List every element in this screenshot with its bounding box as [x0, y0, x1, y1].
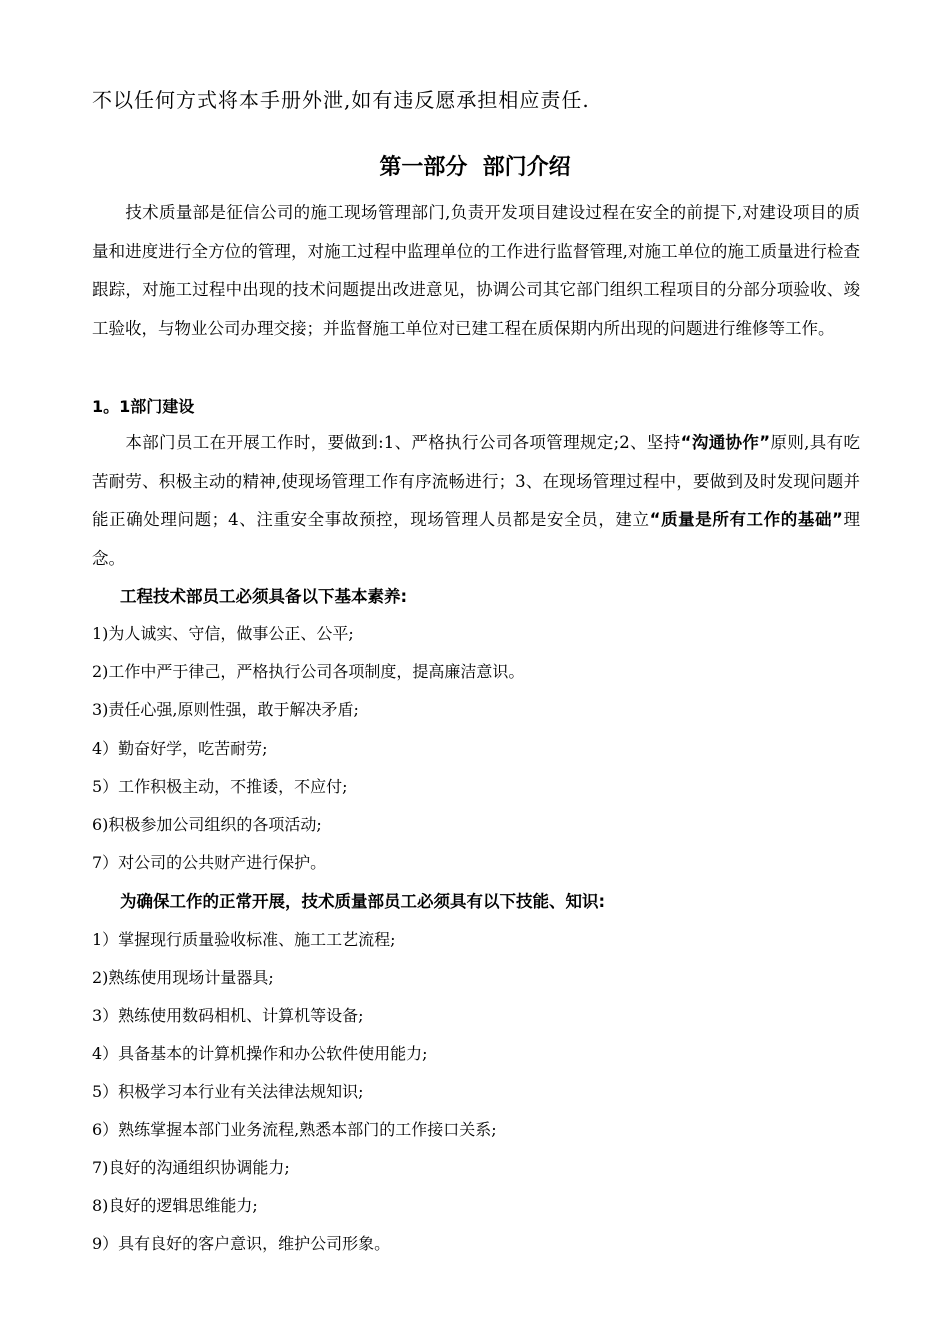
skill-item: 2)熟练使用现场计量器具;	[92, 968, 274, 987]
intro-line: 不以任何方式将本手册外泄,如有违反愿承担相应责任.	[92, 88, 590, 112]
skill-item: 5）积极学习本行业有关法律法规知识;	[92, 1082, 364, 1101]
building-text-2: 原则,具有吃苦耐劳、积极主动的精神,使现场管理工作有序流畅进行；3、在现场管理过程中，要做到及时发现问题并能正确处理问题；4、注重安全事故预控，现场管理人员都是安全员，建立	[92, 433, 860, 530]
building-bold-1: “沟通协作”	[680, 433, 771, 452]
quality-item: 2)工作中严于律己，严格执行公司各项制度，提高廉洁意识。	[92, 662, 525, 681]
quality-item: 7）对公司的公共财产进行保护。	[92, 853, 327, 872]
skills-heading: 为确保工作的正常开展，技术质量部员工必须具有以下技能、知识:	[120, 892, 606, 911]
quality-item: 5）工作积极主动，不推诿，不应付;	[92, 777, 348, 796]
skill-item: 4）具备基本的计算机操作和办公软件使用能力;	[92, 1044, 428, 1063]
section-heading-1-1: 1。1部门建设	[92, 397, 195, 416]
intro-paragraph-text: 技术质量部是征信公司的施工现场管理部门,负责开发项目建设过程在安全的前提下,对建设项目的质量和进度进行全方位的管理，对施工过程中监理单位的工作进行监督管理,对施工单位的施工质量进行检查跟踪，对施工过程中出现的技术问题提出改进意见，协调公司其它部门组织工程项目的分部分项验收、竣工验收，与物业公司办理交接；并监督施工单位对已建工程在质保期内所出现的问题进行维修等工作。	[92, 203, 860, 338]
quality-item: 6)积极参加公司组织的各项活动;	[92, 815, 322, 834]
skill-item: 3）熟练使用数码相机、计算机等设备;	[92, 1006, 364, 1025]
building-bold-2: “质量是所有工作的基础”	[649, 510, 843, 530]
department-building-paragraph	[92, 424, 860, 578]
building-text-3: 理念。	[92, 510, 860, 568]
intro-paragraph	[92, 194, 860, 348]
skill-item: 1）掌握现行质量验收标准、施工工艺流程;	[92, 930, 396, 949]
skill-item: 8)良好的逻辑思维能力;	[92, 1196, 258, 1215]
qualities-heading: 工程技术部员工必须具备以下基本素养:	[120, 587, 408, 606]
section-title: 第一部分 部门介绍	[379, 155, 571, 180]
quality-item: 3)责任心强,原则性强，敢于解决矛盾;	[92, 700, 359, 719]
skill-item: 9）具有良好的客户意识，维护公司形象。	[92, 1234, 391, 1253]
skill-item: 6）熟练掌握本部门业务流程,熟悉本部门的工作接口关系;	[92, 1120, 497, 1139]
quality-item: 4）勤奋好学，吃苦耐劳;	[92, 739, 268, 758]
quality-item: 1)为人诚实、守信，做事公正、公平;	[92, 624, 354, 643]
skill-item: 7)良好的沟通组织协调能力;	[92, 1158, 290, 1177]
building-text-1: 本部门员工在开展工作时，要做到:1、严格执行公司各项管理规定;2、坚持	[125, 433, 681, 452]
